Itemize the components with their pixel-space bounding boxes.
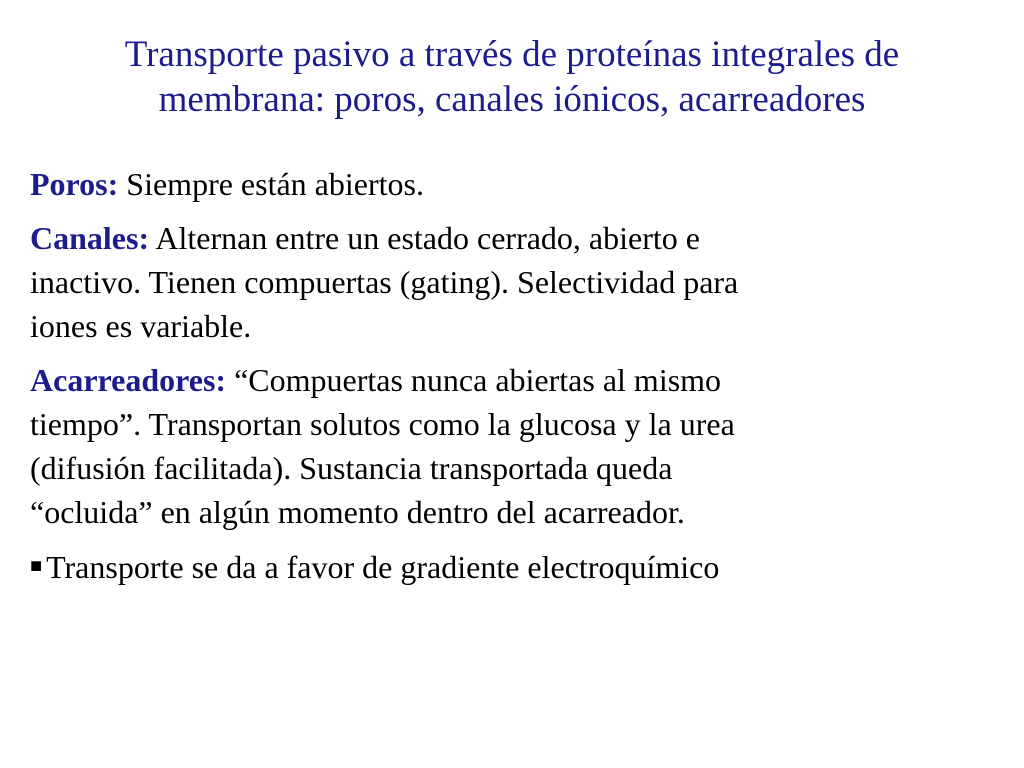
canales-text-3: iones es variable. bbox=[30, 308, 252, 344]
acarreadores-text-4: “ocluida” en algún momento dentro del acarreador. bbox=[30, 494, 685, 530]
paragraph-acarreadores bbox=[30, 358, 990, 534]
paragraph-line bbox=[30, 162, 990, 206]
paragraph-line bbox=[30, 216, 990, 260]
term-poros: Poros: bbox=[30, 166, 119, 202]
term-canales: Canales: bbox=[30, 220, 150, 256]
canales-text-1: Alternan entre un estado cerrado, abierto e bbox=[149, 220, 700, 256]
title-line-1: Transporte pasivo a través de proteínas integrales de bbox=[124, 34, 900, 75]
canales-text-2: inactivo. Tienen compuertas (gating). Selectividad para bbox=[30, 264, 739, 300]
poros-text: Siempre están abiertos. bbox=[118, 166, 424, 202]
bullet-text: Transporte se da a favor de gradiente electroquímico bbox=[46, 549, 720, 585]
term-acarreadores: Acarreadores: bbox=[30, 362, 227, 398]
title-line-2: membrana: poros, canales iónicos, acarreadores bbox=[158, 79, 866, 120]
bullet-item bbox=[30, 544, 990, 589]
acarreadores-text-2: tiempo”. Transportan solutos como la glucosa y la urea bbox=[30, 406, 735, 442]
slide-body bbox=[30, 162, 990, 599]
acarreadores-text-1: “Compuertas nunca abiertas al mismo bbox=[226, 362, 722, 398]
paragraph-canales bbox=[30, 216, 990, 348]
acarreadores-text-3: (difusión facilitada). Sustancia transportada queda bbox=[30, 450, 673, 486]
paragraph-line bbox=[30, 544, 990, 589]
paragraph-poros bbox=[30, 162, 990, 206]
paragraph-line bbox=[30, 358, 990, 402]
slide-title bbox=[20, 32, 1004, 122]
square-bullet-icon: ■ bbox=[30, 555, 43, 577]
